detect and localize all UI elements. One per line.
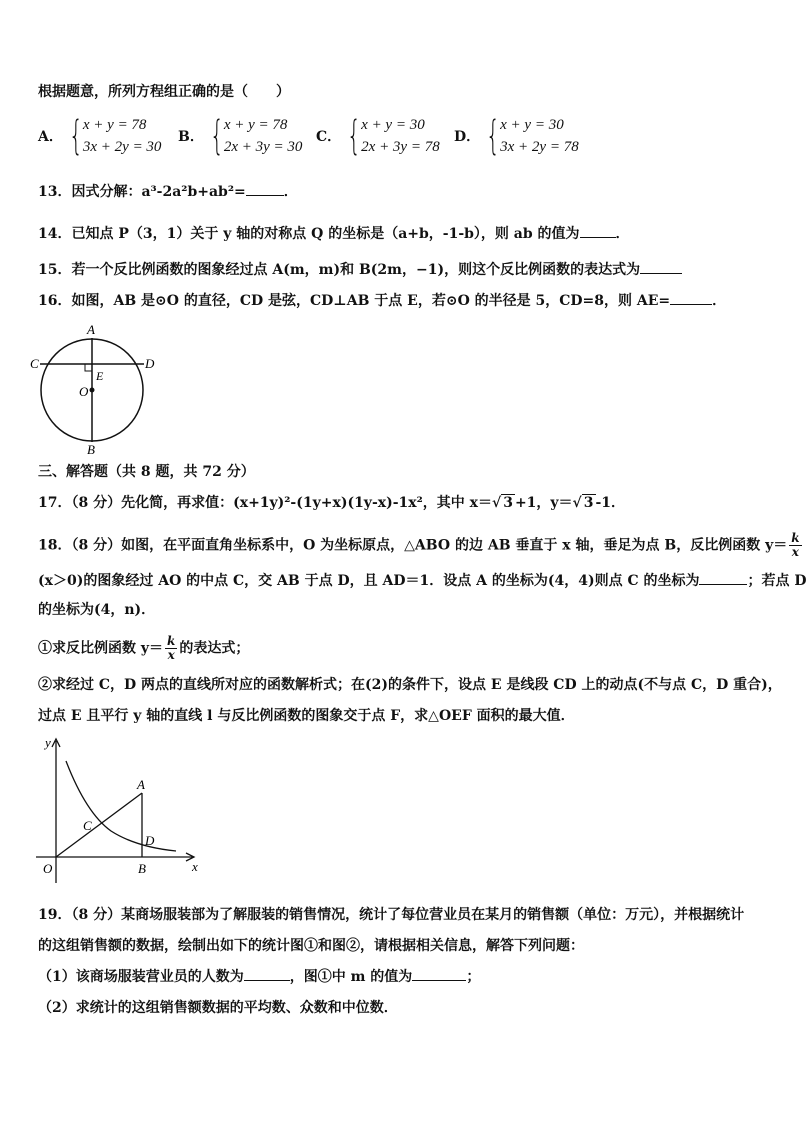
question-number: 17．	[38, 495, 72, 511]
q12-option-c[interactable]	[316, 114, 440, 158]
q12-stem: 根据题意，所列方程组正确的是（ ）	[38, 84, 290, 100]
question-text: （8 分）某商场服装部为了解服装的销售情况，统计了每位营业员在某月的销售额（单位：万元），并根据统计	[71, 907, 745, 923]
point-label-o: O	[79, 384, 89, 399]
q19-sub-1: （1）该商场服装营业员的人数为 ，图①中 m 的值为 ；	[38, 966, 480, 987]
equation-2: 2x + 3y = 30	[223, 139, 303, 155]
equation-2: 2x + 3y = 78	[361, 139, 440, 155]
question-text: 因式分解：a³-2a²b+ab²=	[71, 184, 246, 200]
point-label-c: C	[30, 356, 39, 371]
answer-blank[interactable]	[640, 259, 682, 274]
option-label: A．	[38, 129, 63, 145]
q19-line-1	[38, 905, 744, 925]
equation-1: x + y = 30	[361, 117, 425, 133]
q18-sub-2: ②求经过 C，D 两点的直线所对应的函数解析式；在(2)的条件下，设点 E 是线段 CD 上的动点(不与点 C，D 重合)，	[38, 677, 782, 693]
q16: 16．如图，AB 是⊙O 的直径，CD 是弦，CD⊥AB 于点 E，若⊙O 的半径是 5，CD=8，则 AE= ．	[38, 290, 726, 311]
brace-symbol: {	[68, 113, 83, 159]
q18-graph-figure	[36, 733, 206, 883]
answer-blank[interactable]	[246, 181, 284, 196]
point-label-d: D	[145, 356, 155, 371]
option-label: D．	[454, 129, 481, 145]
q18-sub-3: 过点 E 且平行 y 轴的直线 l 与反比例函数的图象交于点 F，求△OEF 面积的最大值．	[38, 708, 575, 724]
origin-label: O	[43, 861, 53, 876]
axis-label-y: y	[45, 735, 51, 750]
axis-label-x: x	[192, 859, 198, 874]
answer-blank[interactable]	[412, 966, 466, 981]
brace-symbol: {	[347, 113, 362, 159]
point-label-d: D	[145, 833, 155, 848]
question-number: 15．	[38, 262, 72, 278]
equation-1: x + y = 30	[500, 117, 564, 133]
q18-sub-1: ①求反比例函数 y＝ $\frac{k}{x}$ 的表达式；	[38, 634, 250, 662]
answer-blank[interactable]	[244, 966, 290, 981]
fraction-k-over-x: $\frac{k}{x}$	[167, 634, 176, 662]
equation-1: x + y = 78	[82, 117, 147, 133]
fraction-k-over-x: $\frac{k}{x}$	[791, 531, 800, 559]
q12-option-d[interactable]	[454, 114, 579, 158]
point-label-b: B	[138, 861, 146, 876]
equation-2: 3x + 2y = 78	[500, 139, 579, 155]
q18-line-2: (x＞0)的图象经过 AO 的中点 C，交 AB 于点 D，且 AD＝1．设点 A 的坐标为(4，4)则点 C 的坐标为 ；若点 D	[38, 570, 806, 591]
question-number: 16．	[38, 293, 72, 309]
equation-2: 3x + 2y = 30	[82, 139, 162, 155]
section-heading: 三、解答题（共 8 题，共 72 分）	[38, 464, 255, 480]
question-number: 13．	[38, 184, 72, 200]
q12-option-a[interactable]	[38, 114, 161, 158]
sqrt-expression: √ 3	[491, 495, 513, 511]
question-text: （8 分）如图，在平面直角坐标系中，O 为坐标原点，△ABO 的边 AB 垂直于 x 轴，垂足为点 B，反比例函数 y＝	[71, 537, 788, 554]
q19-line-2: 的这组销售额的数据，绘制出如下的统计图①和图②，请根据相关信息，解答下列问题：	[38, 938, 584, 954]
point-label-b: B	[87, 442, 95, 457]
q18-line-3: 的坐标为(4，n)．	[38, 602, 156, 618]
question-text: 如图，AB 是⊙O 的直径，CD 是弦，CD⊥AB 于点 E，若⊙O 的半径是 5，CD=8，则 AE=	[71, 293, 671, 309]
q15	[38, 259, 682, 280]
point-label-a: A	[137, 777, 145, 792]
q19-sub-2: （2）求统计的这组销售额数据的平均数、众数和中位数．	[38, 1000, 398, 1016]
point-label-a: A	[87, 322, 95, 337]
question-text: 已知点 P（3，1）关于 y 轴的对称点 Q 的坐标是（a+b，-1-b），则 ab 的值为	[71, 226, 580, 242]
option-label: B．	[178, 129, 204, 145]
point-label-c: C	[83, 818, 92, 833]
equation-1: x + y = 78	[223, 117, 288, 133]
question-number: 18．	[38, 537, 72, 554]
q14: 14．已知点 P（3，1）关于 y 轴的对称点 Q 的坐标是（a+b，-1-b），则 ab 的值为 ．	[38, 223, 630, 244]
q16-circle-figure	[30, 318, 160, 456]
q17: 17．（8 分）先化简，再求值：(x+1y)²-(1y+x)(1y-x)-1x²，其中 x＝√ 3 +1，y＝√ 3 -1．	[38, 495, 626, 511]
option-label: C．	[316, 129, 342, 145]
question-number: 14．	[38, 226, 72, 242]
point-label-e: E	[96, 369, 104, 383]
question-text: 若一个反比例函数的图象经过点 A(m，m)和 B(2m，−1)，则这个反比例函数的表达式为	[71, 262, 641, 278]
q18-line-1	[38, 532, 804, 559]
question-text: （8 分）先化简，再求值：(x+1y)²-(1y+x)(1y-x)-1x²，其中 x＝	[71, 495, 492, 511]
answer-blank[interactable]	[699, 570, 747, 585]
answer-blank[interactable]	[670, 290, 712, 305]
answer-blank[interactable]	[580, 223, 616, 238]
q12-option-b[interactable]	[178, 114, 302, 158]
brace-symbol: {	[209, 113, 224, 159]
q13: 13．因式分解：a³-2a²b+ab²= ．	[38, 181, 298, 202]
sqrt-expression: √ 3	[572, 495, 594, 511]
question-number: 19．	[38, 907, 72, 923]
brace-symbol: {	[486, 113, 501, 159]
